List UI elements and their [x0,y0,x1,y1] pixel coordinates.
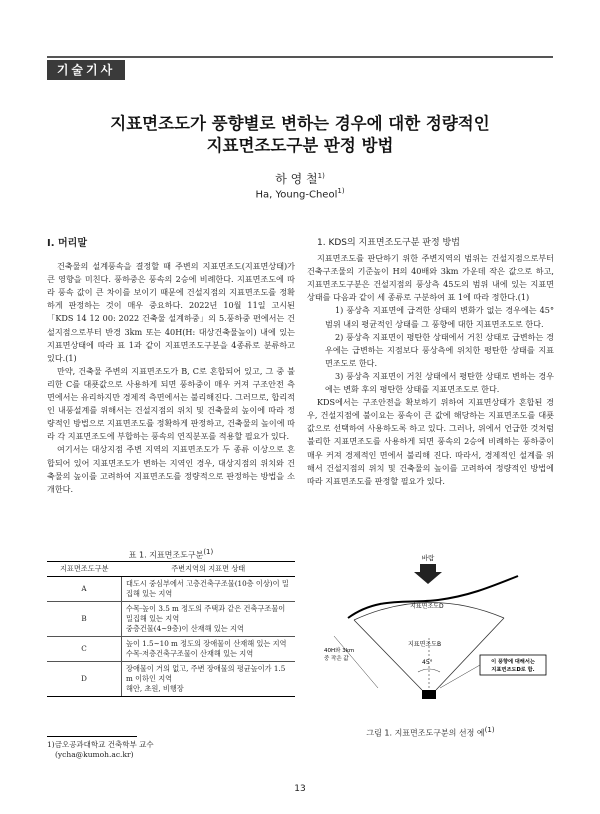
grade-cell: C [47,637,122,662]
roughness-figure [318,548,550,716]
table-row [47,577,295,602]
right-column [307,237,554,488]
footnote-rule [47,736,137,737]
title-line-2: 지표면조도구분 판정 방법 [206,136,394,155]
list-item: 2) 풍상측 지표면이 평탄한 상태에서 거친 상태로 급변하는 경우에는 급변하는 지점보다 풍상측에 위치한 평탄한 상태를 지표면조도로 한다. [325,331,554,368]
list-item: 1) 풍상측 지표면에 급격한 상태의 변화가 없는 경우에는 45° 범위 내의 평균적인 상태를 그 풍향에 대한 지표면조도로 한다. [325,305,554,329]
section-heading-kds: 1. KDS의 지표면조도구분 판정 방법 [317,238,460,248]
wind-arrow-icon [414,572,442,584]
author-english: Ha, Young-Cheol$^{1)}$ [255,187,345,201]
condition-cell: 장애물이 거의 없고, 주변 장애물의 평균높이가 1.5 m 이하인 지역 해안, 초원, 비행장 [122,662,296,697]
note-line-1: 이 풍향에 대해서는 [491,659,535,665]
wind-arrow-shaft [420,564,436,572]
wind-label: 바람 [421,554,435,562]
condition-cell: 대도시 중심부에서 고층건축구조물(10층 이상)이 밀집해 있는 지역 [122,577,296,602]
section-heading-intro: I. 머리말 [47,238,87,249]
paragraph: KDS에서는 구조안전을 확보하기 위하여 지표면상태가 혼합된 경우, 건설지점에 불이요는 풍속이 큰 값에 해당하는 지표면조도를 대푯값으로 선택하여 사용하도록 하고 있다. 그러나, 위에서 언급한 것처럼 불리한 지표면조도를 사용하게 되면 풍속의 2승에 비례하는 풍하중이 매우 커져 경제적인 면에서 불리해 진다. 따라서, 경제적인 설계를 위해서 건설지점의 위치 및 건축물의 높이를 고려하여 정량적인 방법에 따라 지표면조도를 판정할 필요가 있다. [307,397,554,486]
zone-b-label: 지표면조도B [408,641,442,648]
figure-caption: 그림 1. 지표면조도구분의 선정 예$^{(1)}$ [366,726,495,738]
table-row [47,662,295,697]
sector-edge-right [436,618,504,690]
condition-cell: 수목·높이 3.5 m 정도의 주택과 같은 건축구조물이 밀집해 있는 지역 중층건물(4~9층)이 산재해 있는 지역 [122,602,296,637]
note-line-2: 지표면조도D로 함. [491,667,535,673]
left-column [47,237,295,496]
table-caption: 표 1. 지표면조도구분$^{(1)}$ [128,548,214,560]
paragraph: 지표면조도를 판단하기 위한 주변지역의 범위는 건설지점으로부터 건축구조물의 기준높이 H의 40배와 3km 가운데 작은 값으로 하고, 지표면조도구분은 건설지점의 풍상측 45도의 범위 내에 있는 지표면 상태를 다음과 같이 세 종류로 구분하여 표 1에 따라 정한다.(1) [307,253,554,303]
roughness-boundary-line [348,576,518,618]
table-header-condition: 주변지역의 지표면 상태 [122,562,296,577]
grade-cell: B [47,602,122,637]
paragraph: 건축물의 설계풍속을 결정할 때 주변의 지표면조도(지표면상태)가 큰 영향을 미친다. 풍하중은 풍속의 2승에 비례한다. 지표면조도에 따라 풍속 값이 큰 차이를 보이기 때문에 건설지점의 지표면조도를 정확하게 판정하는 것이 매우 중요하다. 2022년 10월 11일 고시된 「KDS 14 12 00: 2022 건축물 설계하중」의 5.풍하중 편에서는 건설지점으로부터 반경 3km 또는 40H(H: 대상건축물높이) 내에 있는 지표면상태에 따라 표 1과 같이 지표면조도구분을 4종류로 분류하고 있다.(1) [47,261,295,363]
zone-d-label: 지표면조도D [410,603,444,610]
header-rule [47,56,553,58]
footnote: 1)금오공과대학교 건축학부 교수 (ycha@kumoh.ac.kr) [47,740,154,759]
section-tag: 기술기사 [47,60,125,80]
page-number: 13 [294,784,306,794]
building-marker [422,690,436,699]
distance-label-1: 40H와 3km [324,648,355,654]
condition-cell: 높이 1.5~10 m 정도의 장애물이 산재해 있는 지역 수목·저층건축구조물이 산재해 있는 지역 [122,637,296,662]
author-korean: 하 영 철$^{1)}$ [275,172,325,186]
list-item: 3) 풍상측 지표면이 거친 상태에서 평탄한 상태로 변하는 경우에는 변화 후의 평탄한 상태를 지표면조도로 한다. [325,370,554,395]
article-title [60,113,540,157]
title-line-1: 지표면조도가 풍향별로 변하는 경우에 대한 정량적인 [110,114,490,133]
table-header-grade: 지표면조도구분 [47,562,122,577]
sector-edge-left [354,620,422,690]
paragraph: 여기서는 대상지점 주변 지역의 지표면조도가 두 종류 이상으로 혼합되어 있어 지표면조도가 변하는 지역인 경우, 대상지점의 위치와 건축물의 높이를 고려하여 지표면조도를 정량적으로 판정하는 방법을 소개한다. [47,444,295,494]
grade-cell: D [47,662,122,697]
paragraph: 만약, 건축물 주변의 지표면조도가 B, C로 혼합되어 있고, 그 중 불리한 C를 대푯값으로 사용하게 되면 풍하중이 매우 커져 구조안전 측면에서는 유리하지만 경제적 측면에서는 불리해진다. 그러므로, 합리적인 내풍설계를 위해서는 건설지점의 위치 및 건축물의 높이에 따라 정량적인 방법으로 지표면조도를 정확하게 판정하고, 건축물의 높이에 따라 각 지표면조도에 부합하는 풍속의 연직분포를 적용할 필요가 있다. [47,365,295,442]
note-leader [440,665,480,688]
angle-label: 45° [422,659,433,666]
table-row [47,637,295,662]
grade-cell: A [47,577,122,602]
distance-dimension [334,636,378,688]
distance-label-2: 중 작은 값 [324,656,349,662]
table-row [47,602,295,637]
roughness-table [47,561,295,697]
